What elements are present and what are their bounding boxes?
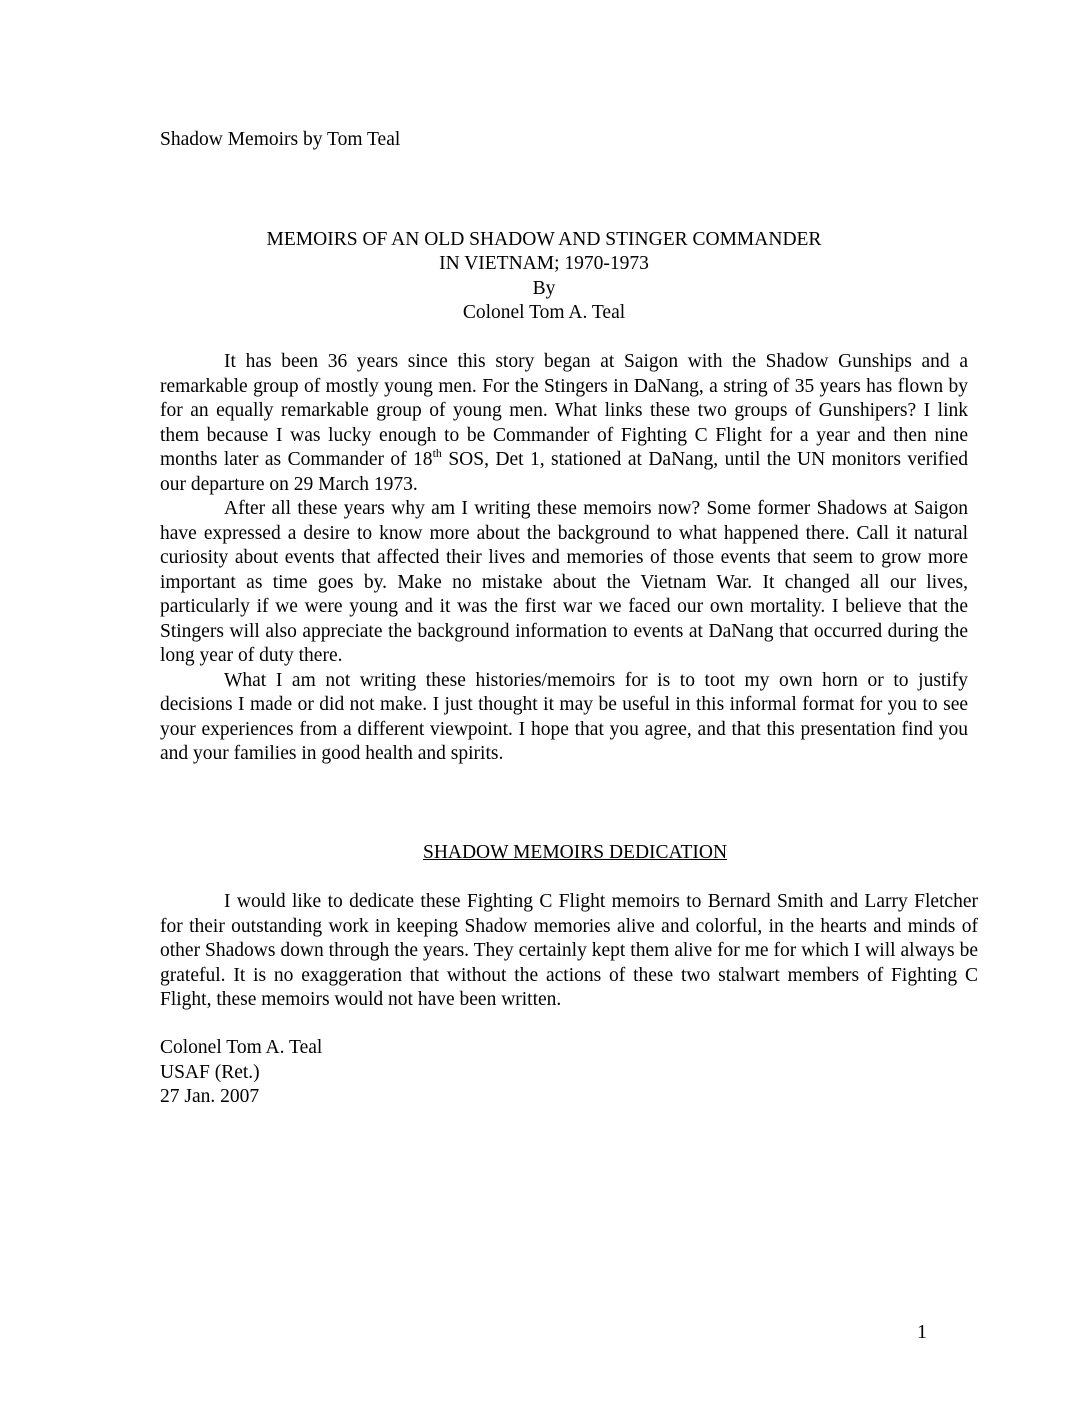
title-line-3: By: [532, 277, 556, 299]
dedication-heading: SHADOW MEMOIRS DEDICATION: [422, 842, 728, 863]
dedication-body: [160, 890, 978, 1013]
signature-name: Colonel Tom A. Teal: [160, 1037, 323, 1058]
title-line-2: IN VIETNAM; 1970-1973: [439, 253, 649, 275]
signature-date: 27 Jan. 2007: [160, 1086, 260, 1107]
dedication-paragraph: I would like to dedicate these Fighting C Flight memoirs to Bernard Smith and Larry Fletcher for their outstanding work in keeping Shadow memories alive and colorful, in the hearts and minds of other Shadows down through the years. They certainly kept them alive for me for which I will always be grateful. It is no exaggeration that without the actions of these two stalwart members of Fighting C Flight, these memoirs would not have been written.: [160, 891, 978, 1010]
page-number: 1: [917, 1321, 927, 1343]
intro-paragraph-1-text-a: It has been 36 years since this story began at Saigon with the Shadow Gunships and a remarkable group of mostly young men. For the Stingers in DaNang, a string of 35 years has flown by for an equally remarkable group of young men. What links these two groups of Gunshipers? I link them because I was lucky enough to be Commander of Fighting C Flight for a year and then nine months later as Commander of 18: [160, 351, 968, 470]
ordinal-superscript: th: [432, 446, 442, 460]
intro-paragraph-2: After all these years why am I writing these memoirs now? Some former Shadows at Saigon have expressed a desire to know more about the background to what happened there. Call it natural curiosity about events that affected their lives and memories of those events that seem to grow more important as time goes by. Make no mistake about the Vietnam War. It changed all our lives, particularly if we were young and it was the first war we faced our own mortality. I believe that the Stingers will also appreciate the background information to events at DaNang that occurred during the long year of duty there.: [160, 498, 968, 666]
title-line-1: MEMOIRS OF AN OLD SHADOW AND STINGER COMMANDER: [266, 229, 822, 250]
intro-paragraph-1: [160, 350, 968, 497]
intro-paragraph-1-text-b: SOS, Det 1, stationed at DaNang, until the UN monitors verified our departure on 29 March 1973.: [160, 449, 968, 495]
title-line-4: Colonel Tom A. Teal: [462, 301, 626, 323]
introduction-body: [160, 350, 968, 767]
running-header: Shadow Memoirs by Tom Teal: [160, 129, 401, 150]
signature-block: [160, 1036, 322, 1110]
intro-paragraph-3: What I am not writing these histories/memoirs for is to toot my own horn or to justify decisions I made or did not make. I just thought it may be useful in this informal format for you to see your experiences from a different viewpoint. I hope that you agree, and that this presentation find you and your families in good health and spirits.: [160, 669, 968, 764]
signature-service: USAF (Ret.): [160, 1061, 260, 1083]
document-title: [160, 228, 928, 325]
